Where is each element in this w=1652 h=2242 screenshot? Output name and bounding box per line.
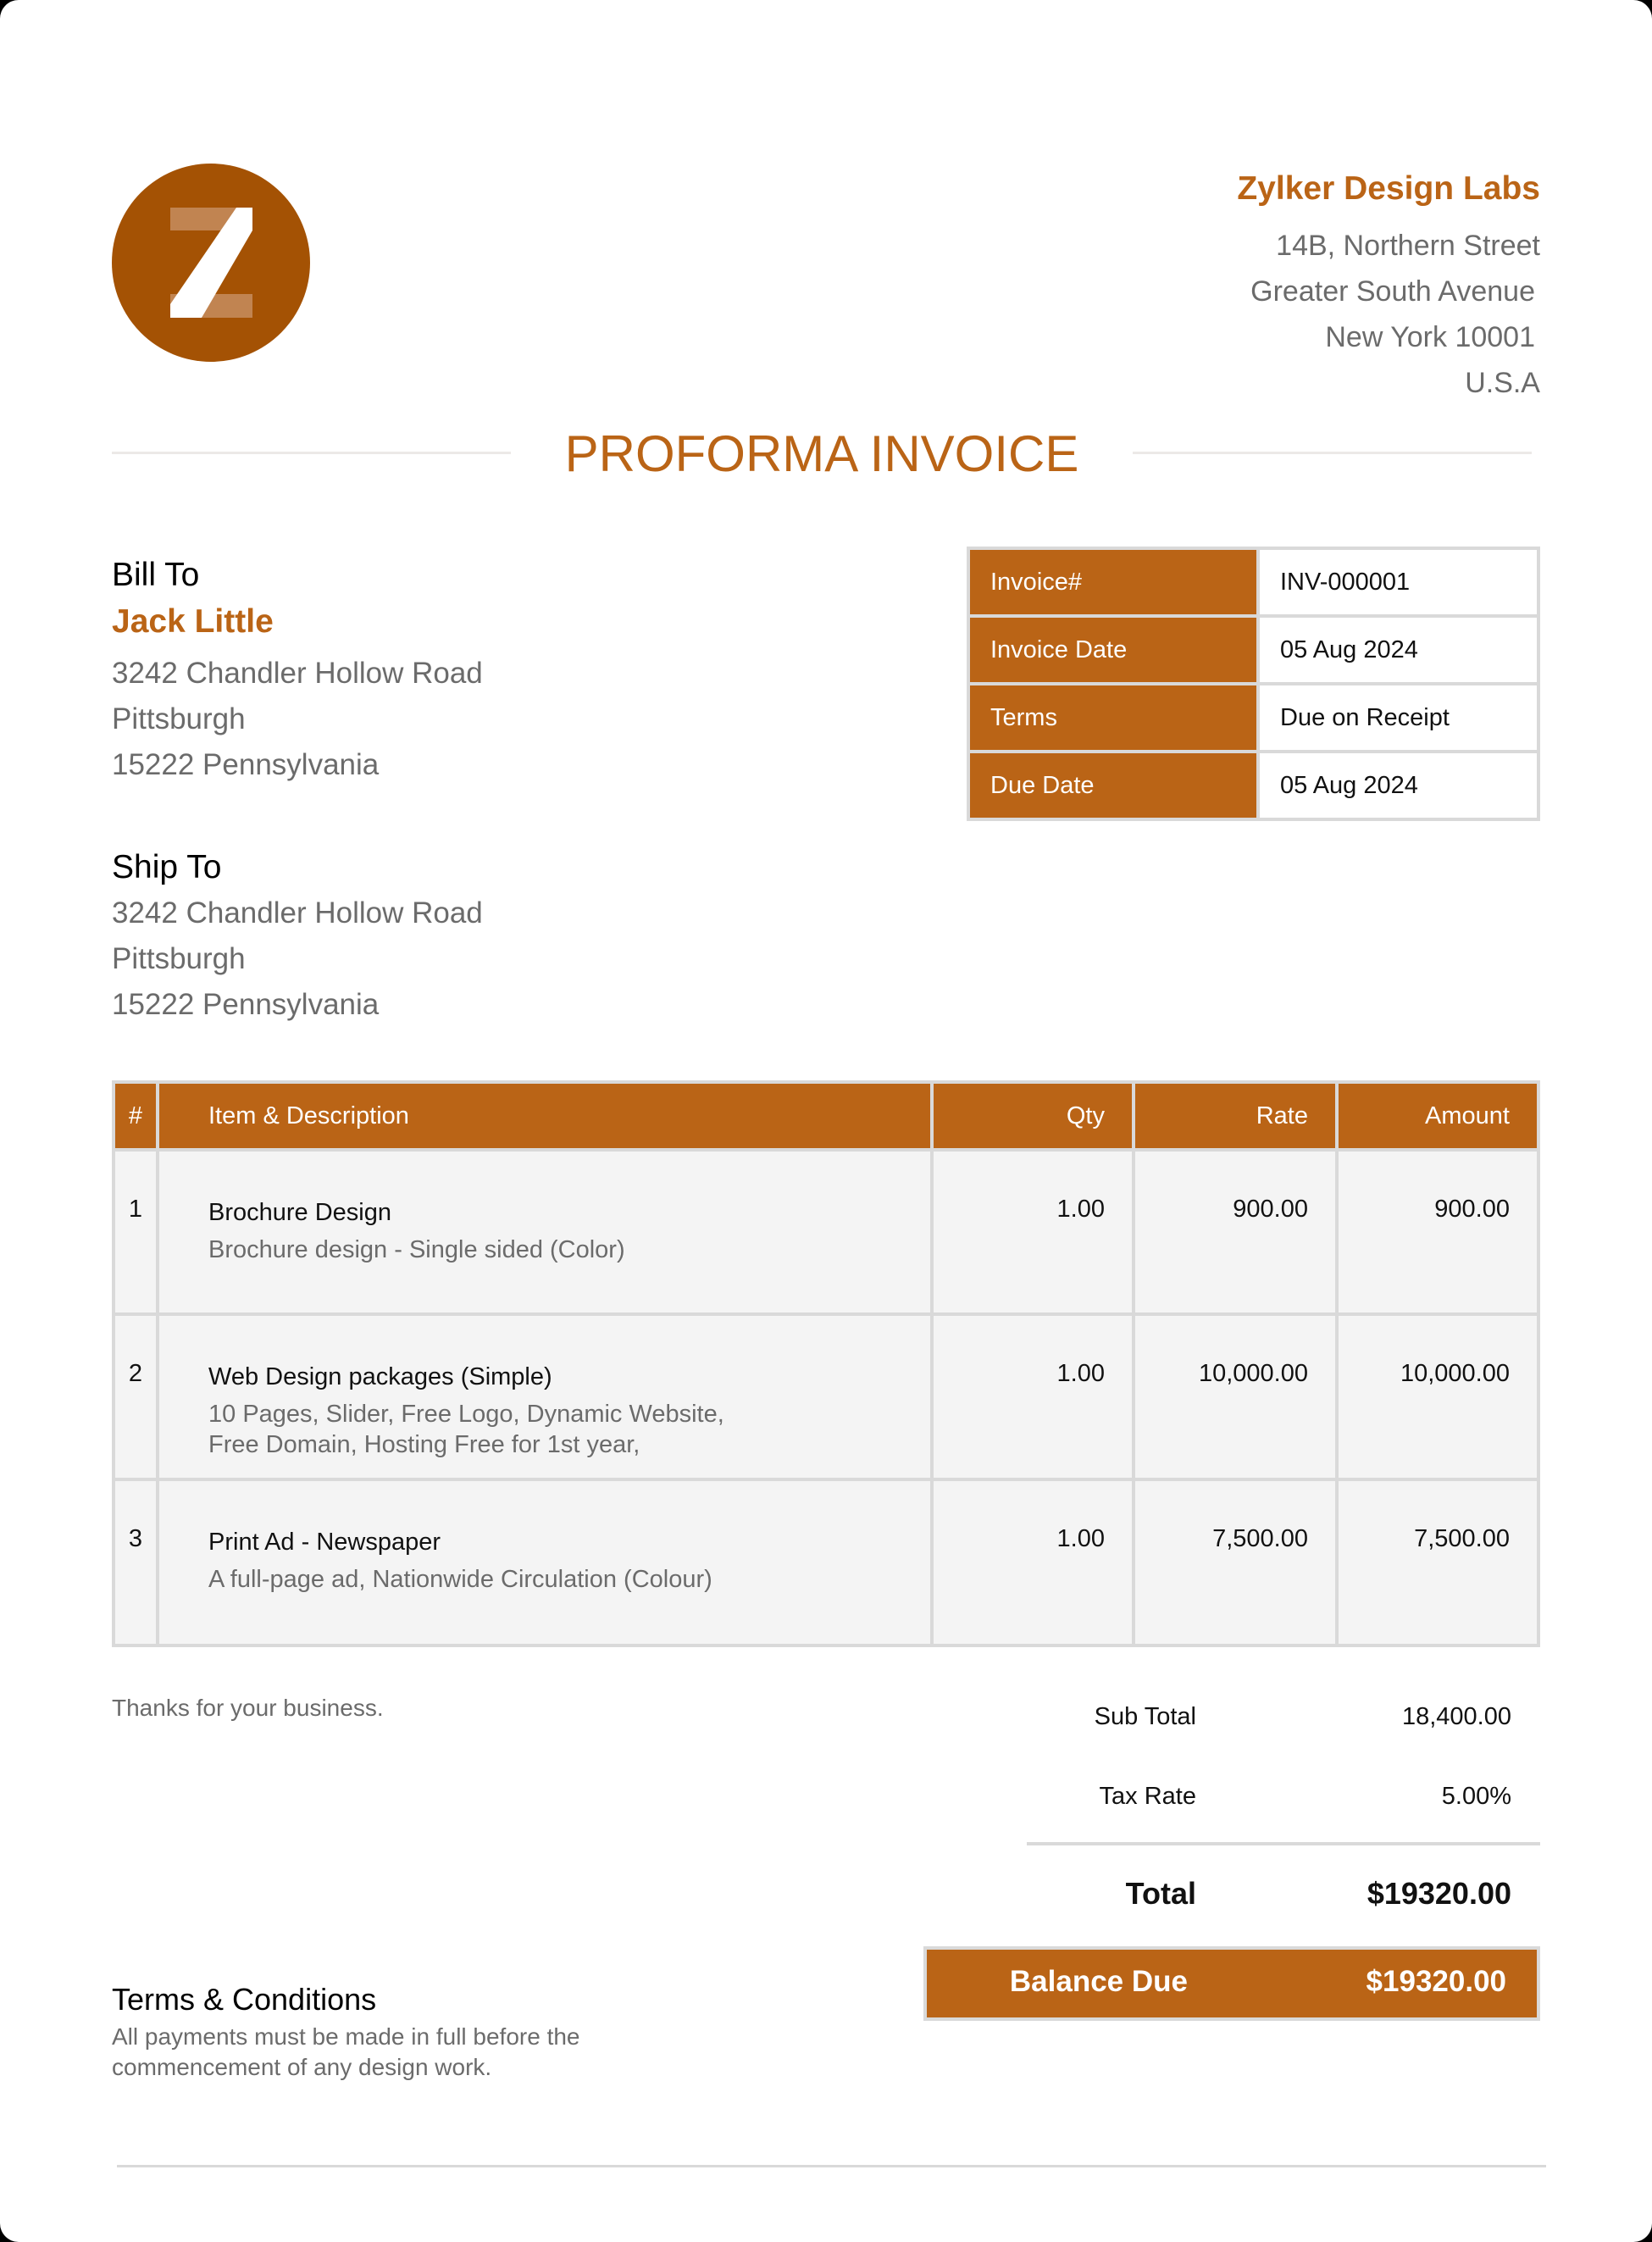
item-description: Free Domain, Hosting Free for 1st year, xyxy=(208,1431,640,1458)
item-qty: 1.00 xyxy=(932,1314,1134,1479)
item-qty: 1.00 xyxy=(932,1479,1134,1645)
meta-row-terms xyxy=(968,684,1538,752)
totals-divider xyxy=(1027,1842,1540,1845)
title-divider-left xyxy=(112,452,511,454)
total-value: $19320.00 xyxy=(1367,1876,1511,1911)
row-number: 3 xyxy=(114,1479,158,1645)
meta-label: Invoice# xyxy=(968,548,1258,616)
company-name: Zylker Design Labs xyxy=(1237,170,1540,207)
column-header-item: Item & Description xyxy=(158,1082,932,1150)
payment-terms: Due on Receipt xyxy=(1258,684,1538,752)
customer-name: Jack Little xyxy=(112,603,274,640)
tax-rate-label: Tax Rate xyxy=(1099,1783,1196,1810)
column-header-qty: Qty xyxy=(932,1082,1134,1150)
item-rate: 10,000.00 xyxy=(1134,1314,1337,1479)
item-amount: 7,500.00 xyxy=(1337,1479,1538,1645)
total-label: Total xyxy=(1125,1876,1196,1911)
tax-rate-value: 5.00% xyxy=(1441,1783,1511,1810)
meta-label: Invoice Date xyxy=(968,616,1258,684)
item-description: Brochure design - Single sided (Color) xyxy=(208,1236,625,1263)
bill-to-heading: Bill To xyxy=(112,557,200,593)
balance-due-value: $19320.00 xyxy=(1366,1965,1506,1998)
item-name: Print Ad - Newspaper xyxy=(208,1529,441,1556)
balance-due-label: Balance Due xyxy=(1009,1965,1188,1998)
bill-to-address-line: Pittsburgh xyxy=(112,702,246,735)
table-row xyxy=(114,1314,1538,1479)
company-info xyxy=(1237,164,1540,406)
company-address-line: U.S.A xyxy=(1465,367,1540,399)
item-cell xyxy=(158,1479,932,1645)
document-title: PROFORMA INVOICE xyxy=(564,425,1079,482)
invoice-date: 05 Aug 2024 xyxy=(1258,616,1538,684)
item-rate: 900.00 xyxy=(1134,1150,1337,1314)
bill-to-address-line: 15222 Pennsylvania xyxy=(112,748,380,781)
column-header-rate: Rate xyxy=(1134,1082,1337,1150)
line-items-table xyxy=(112,1080,1540,1647)
ship-to-address-line: 15222 Pennsylvania xyxy=(112,988,380,1021)
item-cell xyxy=(158,1314,932,1479)
ship-to-block xyxy=(112,845,483,1028)
ship-to-heading: Ship To xyxy=(112,849,222,885)
bill-to-address-line: 3242 Chandler Hollow Road xyxy=(112,657,483,690)
invoice-number: INV-000001 xyxy=(1258,548,1538,616)
meta-row-invoice-date xyxy=(968,616,1538,684)
company-address-line: Greater South Avenue xyxy=(1250,275,1535,308)
title-divider-right xyxy=(1133,452,1532,454)
row-number: 1 xyxy=(114,1150,158,1314)
column-header-amount: Amount xyxy=(1337,1082,1538,1150)
ship-to-address-line: 3242 Chandler Hollow Road xyxy=(112,896,483,930)
z-letter-logo-icon xyxy=(112,164,310,362)
item-cell xyxy=(158,1150,932,1314)
terms-heading: Terms & Conditions xyxy=(112,1982,377,2017)
footer-divider xyxy=(117,2165,1546,2167)
terms-section xyxy=(112,1978,671,2083)
bill-to-block xyxy=(112,552,483,788)
item-rate: 7,500.00 xyxy=(1134,1479,1337,1645)
meta-label: Due Date xyxy=(968,752,1258,819)
item-description: A full-page ad, Nationwide Circulation (Colour) xyxy=(208,1566,712,1593)
ship-to-address-line: Pittsburgh xyxy=(112,942,246,975)
item-description: 10 Pages, Slider, Free Logo, Dynamic Website, xyxy=(208,1401,724,1428)
invoice-meta-table xyxy=(967,547,1540,821)
item-name: Web Design packages (Simple) xyxy=(208,1363,552,1390)
item-qty: 1.00 xyxy=(932,1150,1134,1314)
company-address-line: New York 10001 xyxy=(1325,321,1535,353)
company-address-line: 14B, Northern Street xyxy=(1276,230,1540,262)
item-amount: 900.00 xyxy=(1337,1150,1538,1314)
notes-text: Thanks for your business. xyxy=(112,1695,384,1721)
meta-label: Terms xyxy=(968,684,1258,752)
balance-due-box xyxy=(923,1946,1540,2021)
column-header-number: # xyxy=(114,1082,158,1150)
table-header-row xyxy=(114,1082,1538,1150)
meta-row-due-date xyxy=(968,752,1538,819)
table-row xyxy=(114,1479,1538,1645)
table-row xyxy=(114,1150,1538,1314)
meta-row-invoice-number xyxy=(968,548,1538,616)
terms-body: All payments must be made in full before the commencement of any design work. xyxy=(112,2023,580,2080)
item-amount: 10,000.00 xyxy=(1337,1314,1538,1479)
subtotal-value: 18,400.00 xyxy=(1401,1703,1511,1730)
due-date: 05 Aug 2024 xyxy=(1258,752,1538,819)
subtotal-label: Sub Total xyxy=(1094,1703,1196,1730)
row-number: 2 xyxy=(114,1314,158,1479)
item-name: Brochure Design xyxy=(208,1199,391,1226)
